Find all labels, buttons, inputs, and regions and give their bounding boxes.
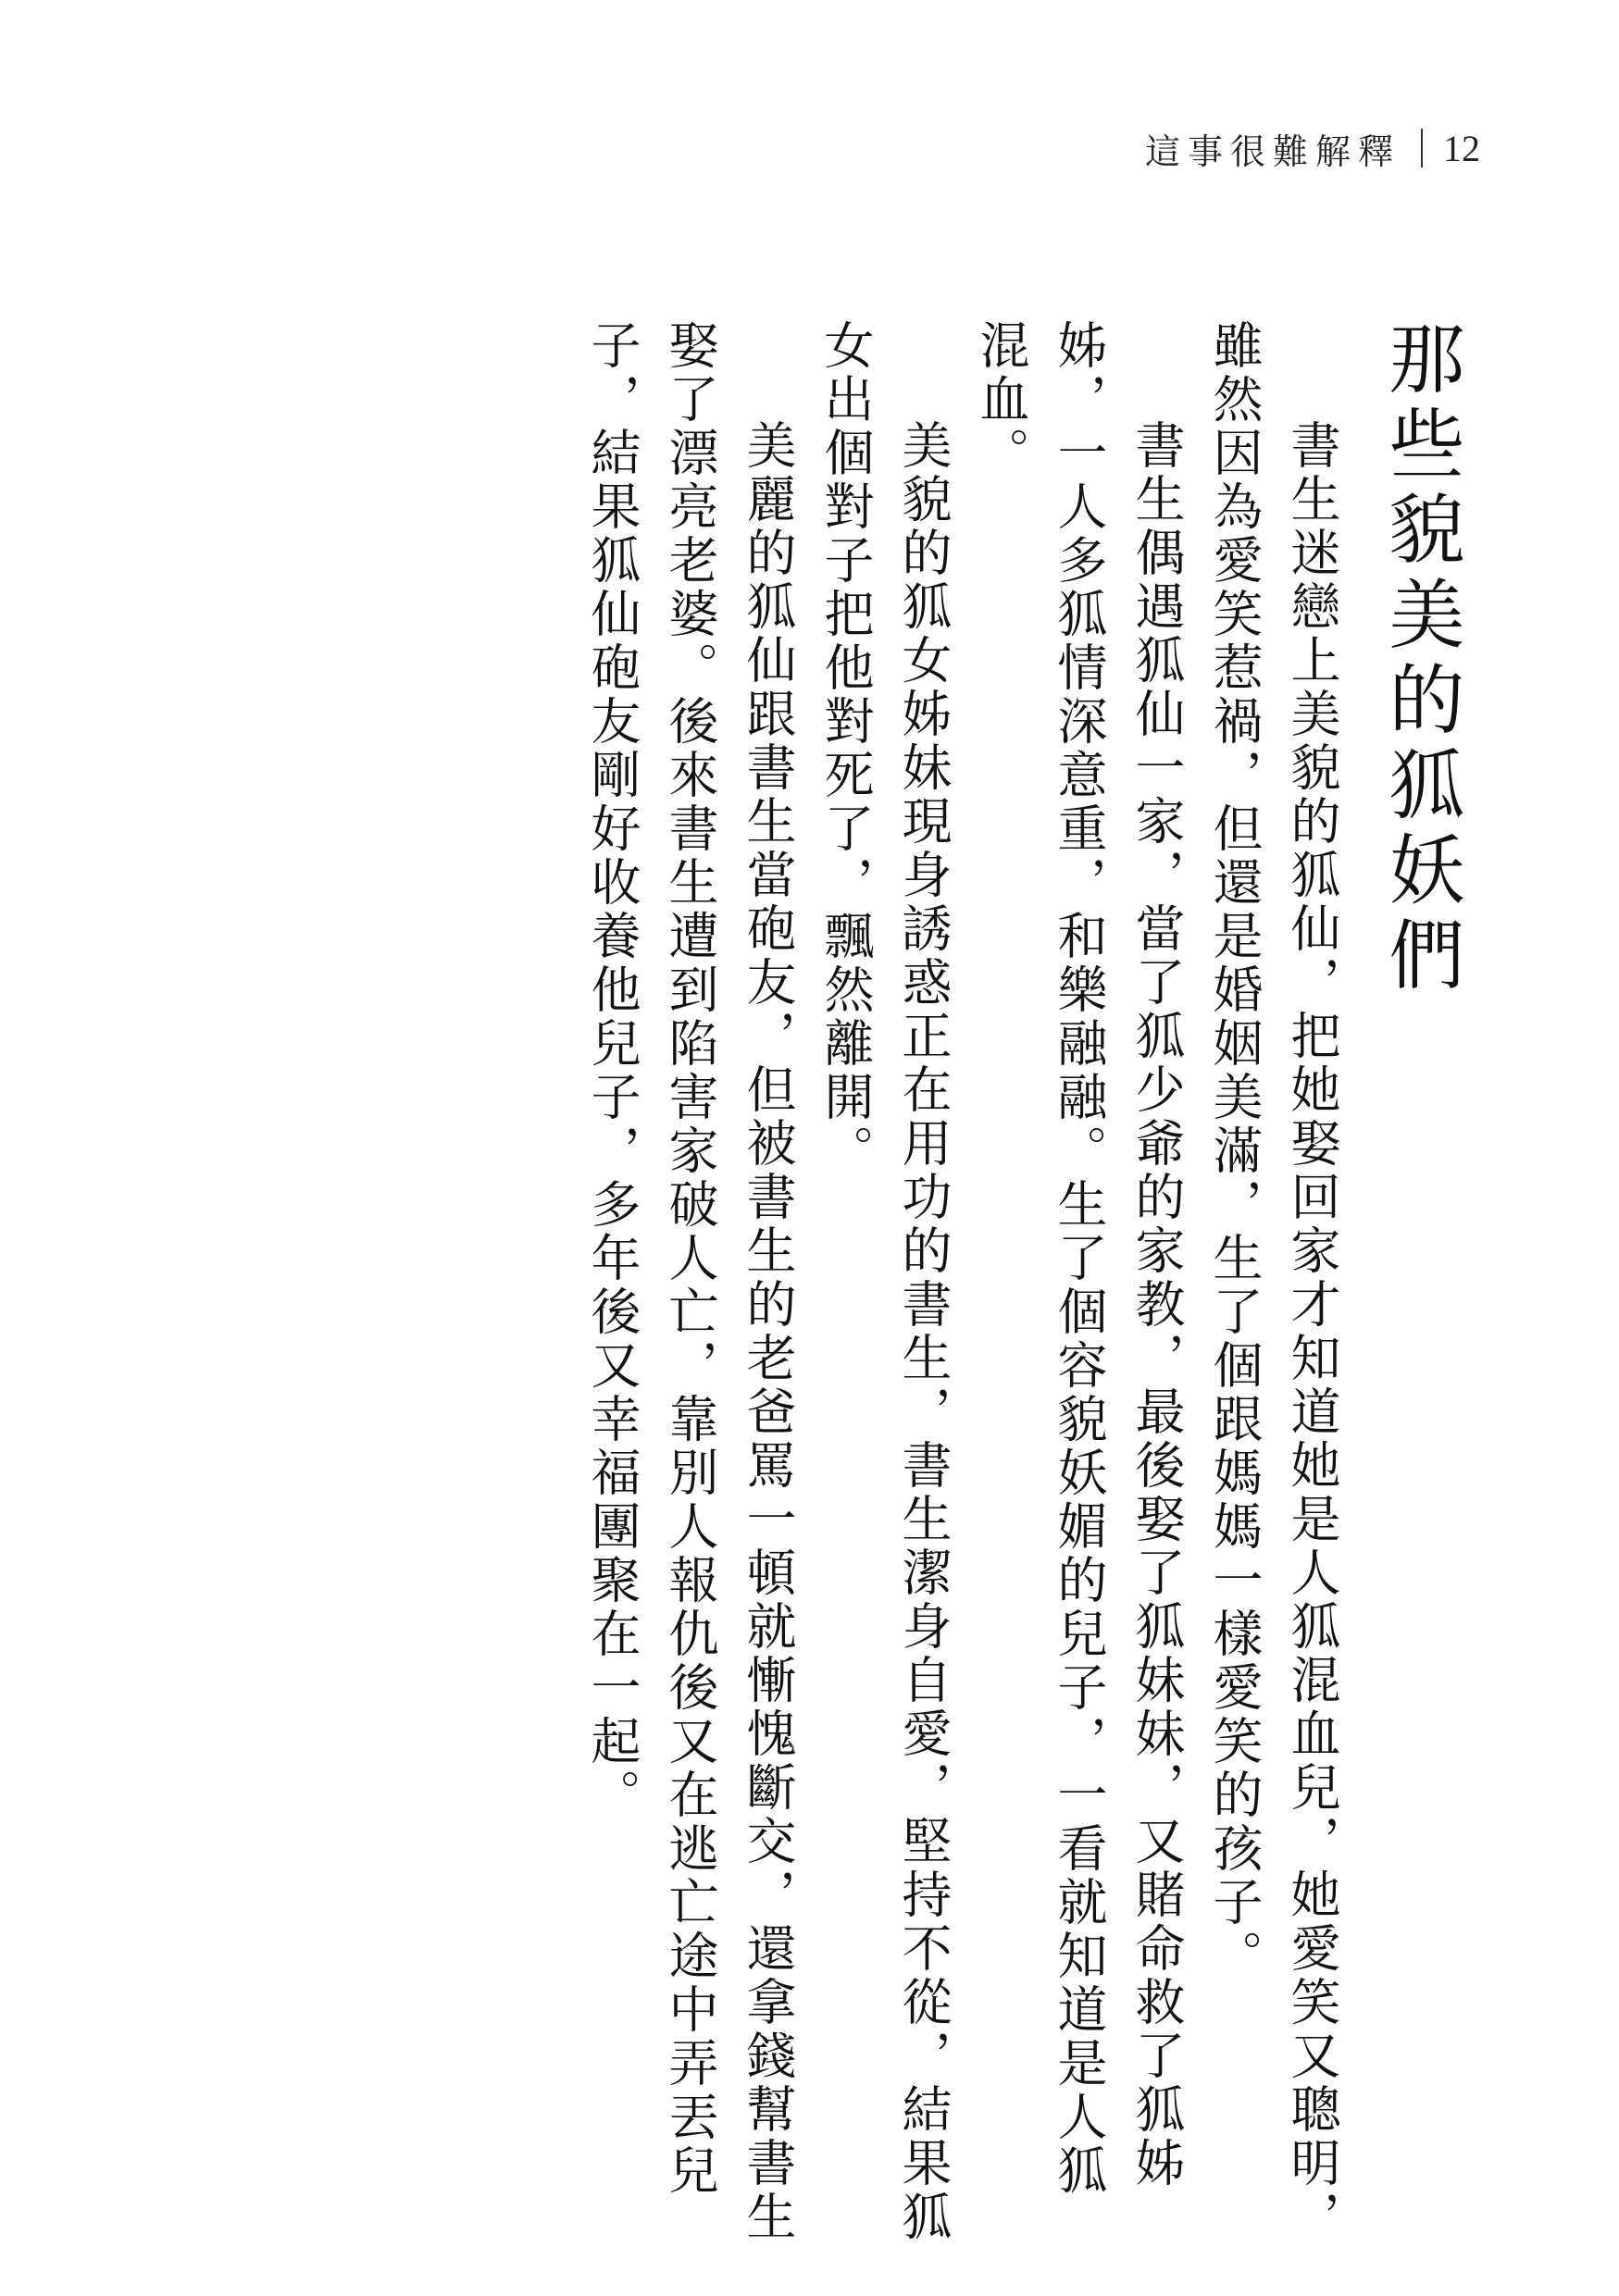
paragraph-1: 書生迷戀上美貌的狐仙，把她娶回家才知道她是人狐混血兒，她愛笑又聰明，雖然因為愛笑惹禍，但還是婚姻美滿，生了個跟媽媽一樣愛笑的孩子。 <box>1205 319 1341 2244</box>
header-divider <box>1421 129 1423 168</box>
chapter-title: 那些貌美的狐妖們 <box>1376 319 1464 1000</box>
running-header <box>1145 120 1480 176</box>
paragraph-3: 美貌的狐女姊妹現身誘惑正在用功的書生，書生潔身自愛，堅持不從，結果狐女出個對子把他對死了，飄然離開。 <box>816 319 953 2244</box>
running-title: 這事很難解釋 <box>1144 130 1401 172</box>
vertical-text-block <box>573 319 1489 2244</box>
paragraph-4: 美麗的狐仙跟書生當砲友，但被書生的老爸罵一頓就慚愧斷交，還拿錢幫書生娶了漂亮老婆。後來書生遭到陷害家破人亡，靠別人報仇後又在逃亡途中弄丟兒子，結果狐仙砲友剛好收養他兒子，多年後又幸福團聚在一起。 <box>583 319 797 2244</box>
page-number: 12 <box>1443 127 1480 169</box>
paragraph-2: 書生偶遇狐仙一家，當了狐少爺的家教，最後娶了狐妹妹，又賭命救了狐姊姊，一人多狐情深意重，和樂融融。生了個容貌妖媚的兒子，一看就知道是人狐混血。 <box>972 319 1186 2198</box>
